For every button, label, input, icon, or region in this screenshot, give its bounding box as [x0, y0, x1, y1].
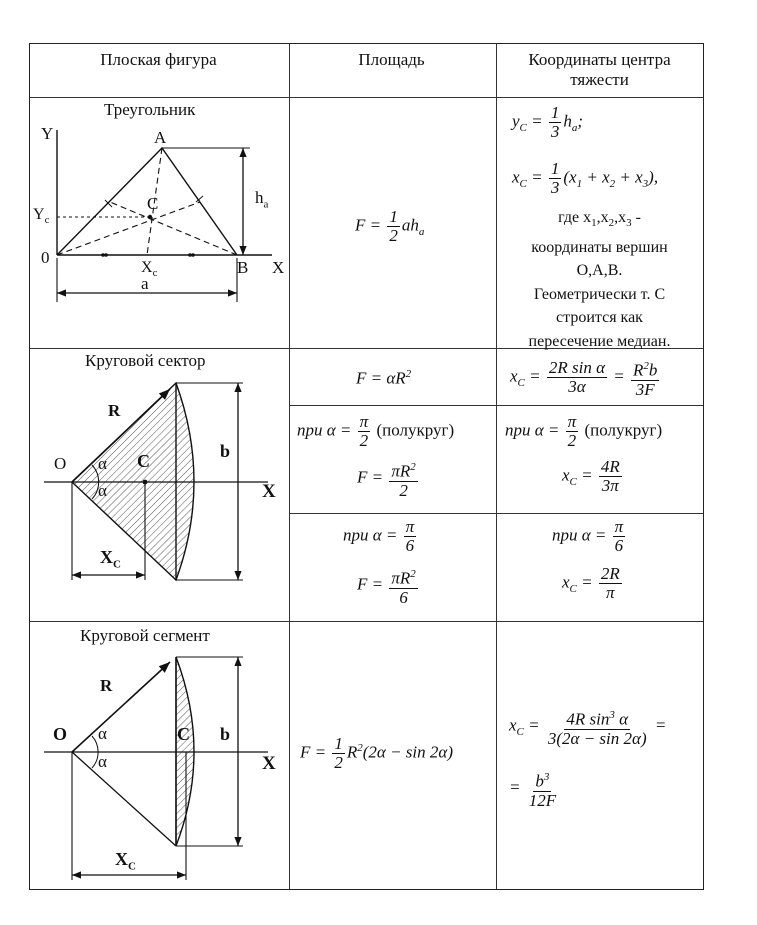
header-area: Площадь	[358, 50, 425, 69]
header-figure: Плоская фигура	[100, 50, 217, 69]
label-c: C	[147, 194, 159, 213]
label-xc: $X_c$	[141, 259, 158, 280]
pi6-xc-formula: $x_C$ = $\frac{2R}{\pi}$	[562, 564, 620, 602]
pi6-area-condition: при α = $\frac{\pi}{6}$	[343, 517, 415, 555]
label-x: X	[262, 481, 276, 502]
label-alpha-lower: α	[98, 752, 107, 771]
label-a-vertex: A	[154, 128, 167, 147]
label-r: R	[100, 676, 113, 695]
label-origin: O	[54, 454, 67, 473]
triangle-yc-formula: $y_C$ = $\frac{1}{3}$ $h_a$;	[512, 103, 584, 141]
label-b-vertex: B	[237, 258, 249, 277]
semicircle-xc-formula: $x_C$ = $\frac{4R}{3\pi}$	[562, 457, 620, 495]
label-c: C	[137, 451, 150, 471]
label-r: R	[108, 401, 121, 420]
label-alpha-upper: α	[98, 724, 107, 743]
label-xc: $X_C$	[100, 547, 121, 571]
label-alpha-upper: α	[98, 454, 107, 473]
label-origin: 0	[41, 248, 50, 267]
label-a-base: a	[141, 274, 149, 293]
label-b: b	[220, 441, 231, 461]
triangle-title: Треугольник	[104, 100, 196, 119]
label-origin: O	[53, 724, 68, 744]
sector-title: Круговой сектор	[85, 351, 206, 370]
label-y: Y	[41, 124, 54, 143]
label-ha: $h_a$	[255, 188, 269, 211]
radius-arrow	[72, 662, 170, 752]
label-c: C	[177, 724, 190, 744]
segment-title: Круговой сегмент	[80, 626, 210, 645]
label-x: X	[262, 753, 276, 774]
label-yc: $Y_c$	[33, 206, 50, 227]
pi6-xc-condition: при α = $\frac{\pi}{6}$	[552, 517, 624, 555]
semicircle-xc-condition: при α = $\frac{\pi}{2}$ (полукруг)	[505, 412, 663, 450]
label-xc: $X_C$	[115, 849, 136, 873]
sector-area-formula: $F = \alpha R^2$	[356, 368, 412, 388]
sector-xc-formula: $x_C$ = $\frac{\text{2R sin α}}{3\alpha}$ = $\frac{R^2b}{3F}$	[510, 358, 658, 399]
segment-xc-formula: $x_C$ = $\frac{4R \sin^3 \alpha}{3(2\alpha - \sin 2\alpha)}$ =	[509, 706, 666, 748]
pi6-area-formula: F = $\frac{\pi R^2}{6}$	[357, 565, 420, 607]
triangle-note: где $x_1,x_2,x_3$ - координаты вершин О,А,В. Геометрически т. С строится как пересечение медиан.	[528, 209, 671, 350]
segment-xc-formula-b: = $\frac{b^3}{12F}$	[509, 768, 560, 810]
segment-area-formula: F = $\frac{1}{2}$ $R^2(2\alpha - \sin 2\alpha)$	[300, 734, 453, 772]
label-x: X	[272, 258, 285, 277]
semicircle-area-formula: F = $\frac{\pi R^2}{2}$	[357, 458, 420, 500]
triangle-xc-formula: $x_C$ = $\frac{1}{3}$ $(x_1 + x_2 + x_3)$,	[512, 159, 659, 197]
header-centroid: Координаты центра тяжести	[528, 50, 671, 89]
label-alpha-lower: α	[98, 481, 107, 500]
triangle-area-formula: F = $\frac{1}{2}$ $ah_a$	[355, 207, 425, 245]
label-b: b	[220, 724, 231, 744]
semicircle-area-condition: при α = $\frac{\pi}{2}$ (полукруг)	[297, 412, 455, 450]
